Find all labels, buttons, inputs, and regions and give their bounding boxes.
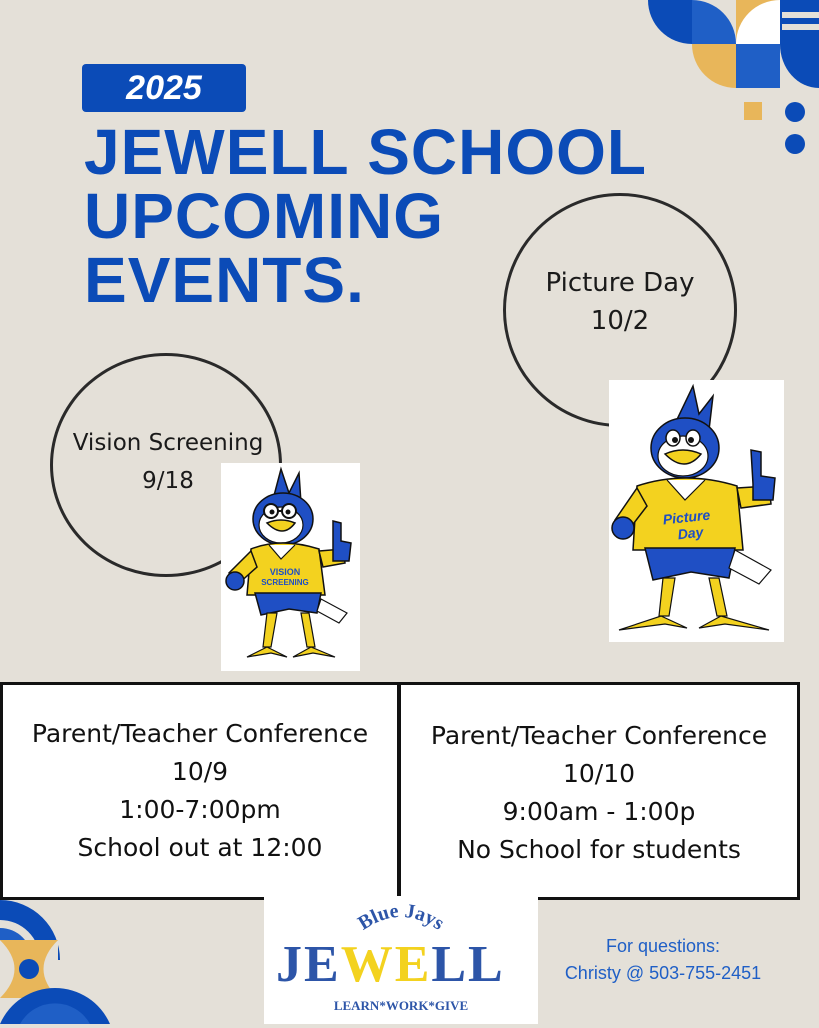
vision-shirt-text-2: SCREENING: [261, 578, 309, 587]
contact-info: [548, 933, 778, 987]
corner-pattern-bottom-left: [0, 896, 110, 1024]
conference-2-date: 10/10: [562, 759, 636, 788]
picture-day-name: Picture Day: [545, 268, 695, 298]
conference-2-note: No School for students: [457, 835, 741, 864]
vision-screening-name: Vision Screening: [72, 430, 264, 456]
conference-1-date: 10/9: [171, 757, 229, 786]
vision-shirt-text-1: VISION: [269, 567, 301, 577]
logo-wordmark: [276, 936, 505, 993]
title-line-2: UPCOMING: [84, 180, 444, 252]
vision-mascot-image: [221, 463, 360, 671]
conference-box-2: [398, 682, 800, 900]
picture-shirt-text-2: Day: [676, 523, 705, 543]
picture-day-mascot-image: [609, 380, 784, 642]
title-line-1: JEWELL SCHOOL: [84, 116, 647, 188]
vision-screening-date: 9/18: [142, 468, 194, 494]
picture-day-event: [503, 264, 737, 340]
logo-tagline: LEARN*WORK*GIVE: [333, 998, 469, 1013]
conference-1-note: School out at 12:00: [77, 833, 323, 862]
blue-jay-mascot-icon: [609, 380, 784, 642]
logo-name-left: JE: [276, 936, 341, 993]
contact-line: Christy @ 503-755-2451: [564, 963, 762, 983]
conference-2-time: 9:00am - 1:00p: [502, 797, 696, 826]
conference-2-title: Parent/Teacher Conference: [430, 721, 768, 750]
jewell-logo-icon: [264, 896, 538, 1024]
conference-box-1: [0, 682, 400, 900]
picture-day-date: 10/2: [590, 306, 650, 336]
contact-label: For questions:: [605, 936, 721, 956]
svg-text:Blue Jays: [354, 900, 448, 935]
year-badge: 2025: [82, 64, 246, 112]
conference-1-time: 1:00-7:00pm: [119, 795, 281, 824]
conference-1-title: Parent/Teacher Conference: [31, 719, 369, 748]
blue-jay-mascot-icon: [221, 463, 360, 671]
logo-arc-text: Blue Jays: [354, 899, 449, 935]
logo-name-mid: WE: [340, 936, 432, 993]
picture-shirt-text-1: Picture: [662, 506, 711, 528]
logo-name-right: LL: [431, 936, 505, 993]
school-logo: [264, 896, 538, 1024]
title-line-3: EVENTS.: [84, 244, 365, 316]
